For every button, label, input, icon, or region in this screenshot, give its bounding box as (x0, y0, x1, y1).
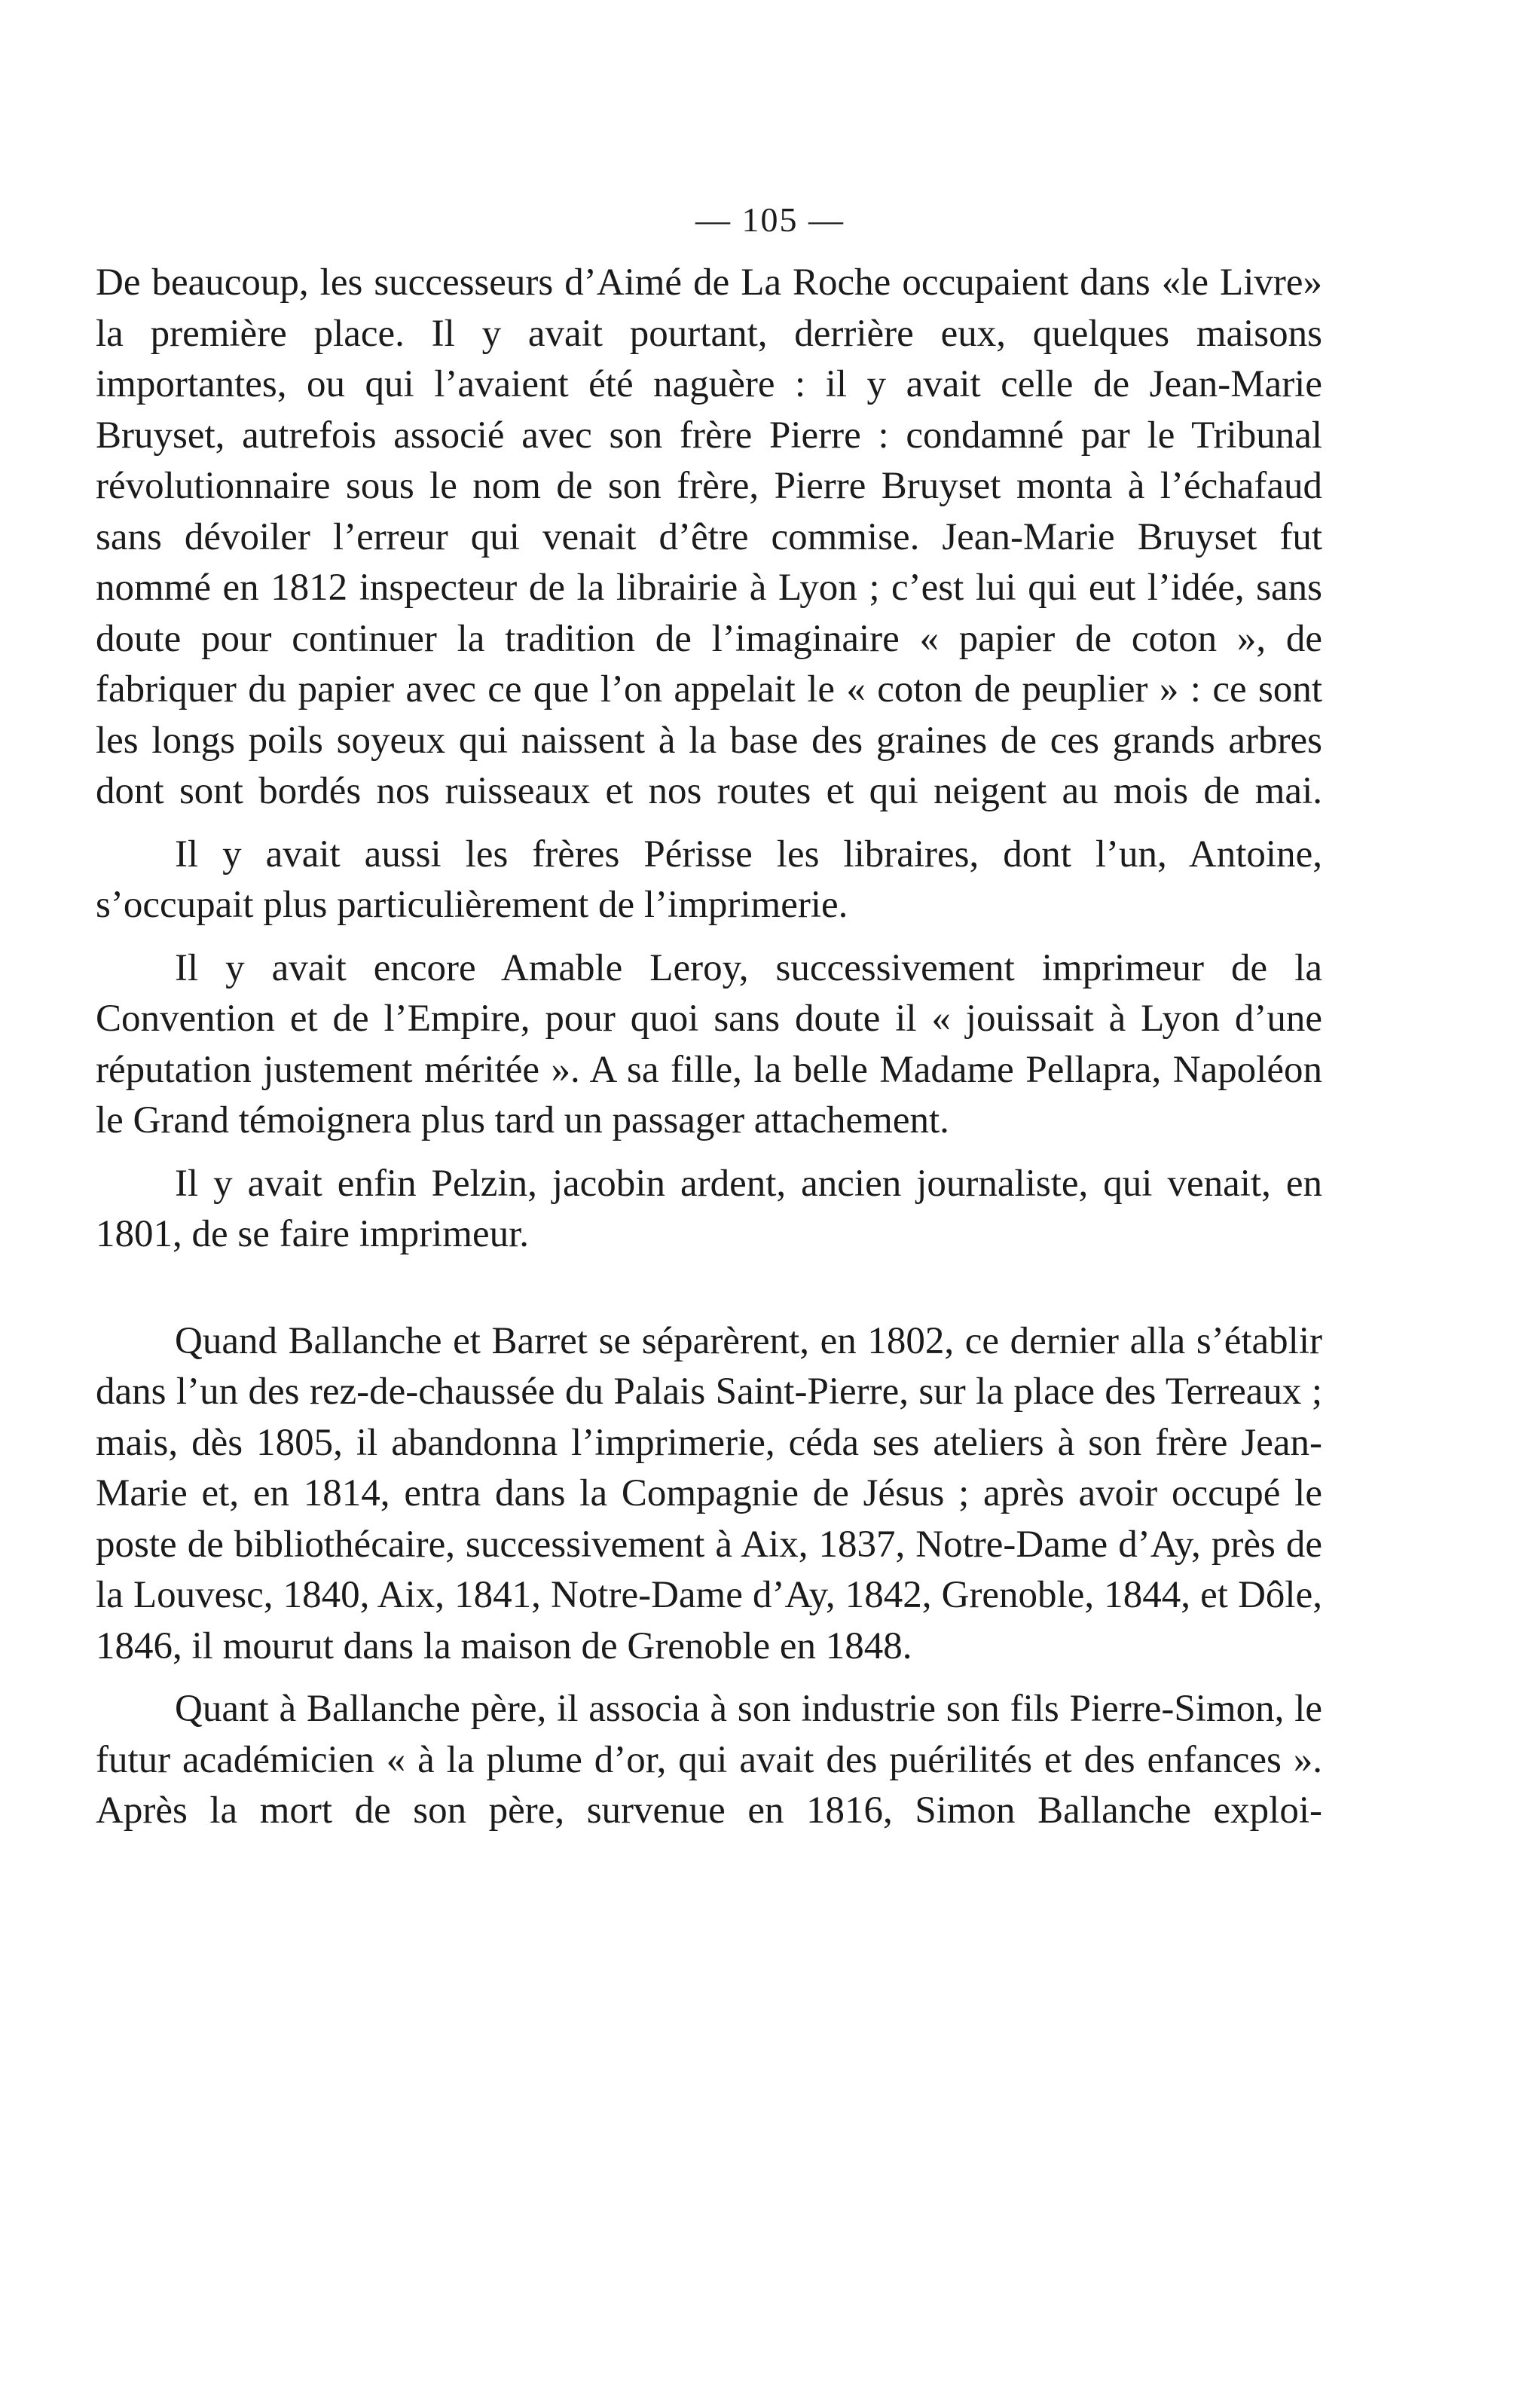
paragraph-ballanche-barret: Quand Ballanche et Barret se séparèrent, en 1802, ce dernier alla s’établir dans l’un des rez-de-chaussée du Palais Saint-Pierre, sur la place des Terreaux ; mais, dès 1805, il abandonna l’imprimerie, céda ses ateliers à son frère Jean-Marie et, en 1814, entra dans la Compagnie de Jésus ; après avoir occupé le poste de bibliothécaire, successivement à Aix, 1837, Notre-Dame d’Ay, près de la Louvesc, 1840, Aix, 1841, Notre-Dame d’Ay, 1842, Grenoble, 1844, et Dôle, 1846, il mourut dans la maison de Grenoble en 1848. (96, 1319, 1322, 1667)
paragraph-successeurs: De beaucoup, les successeurs d’Aimé de La Roche occupaient dans «le Livre» la première place. Il y avait pourtant, derrière eux, quelques maisons importantes, ou qui l’avaient été naguère : il y avait celle de Jean-Marie Bruyset, autrefois associé avec son frère Pierre : condamné par le Tribunal révolutionnaire sous le nom de son frère, Pierre Bruyset monta à l’échafaud sans dévoiler l’erreur qui venait d’être commise. Jean-Marie Bruyset fut nommé en 1812 inspecteur de la librairie à Lyon ; c’est lui qui eut l’idée, sans doute pour continuer la tradition de l’imaginaire « papier de coton », de fabriquer du papier avec ce que l’on appelait le « coton de peuplier » : ce sont les longs poils soyeux qui naissent à la base des graines de ces grands arbres dont sont bordés nos ruisseaux et nos routes et qui neigent au mois de mai. (96, 261, 1322, 812)
body-text (96, 258, 1322, 1837)
paragraph-pelzin: Il y avait enfin Pelzin, jacobin ardent, ancien journaliste, qui venait, en 1801, de se faire imprimeur. (96, 1162, 1322, 1255)
paragraph-perisse: Il y avait aussi les frères Périsse les libraires, dont l’un, Antoine, s’occupait plus particulièrement de l’imprimerie. (96, 833, 1322, 926)
paragraph-ballanche-pere: Quant à Ballanche père, il associa à son industrie son fils Pierre-Simon, le futur académicien « à la plume d’or, qui avait des puérilités et des enfances ». Après la mort de son père, survenue en 1816, Simon Ballanche exploi- (96, 1688, 1322, 1832)
page-number: — 105 — (695, 200, 845, 239)
paragraph-leroy: Il y avait encore Amable Leroy, successivement imprimeur de la Convention et de l’Empire, pour quoi sans doute il « jouissait à Lyon d’une réputation justement méritée ». A sa fille, la belle Madame Pellapra, Napoléon le Grand témoignera plus tard un passager attachement. (96, 946, 1322, 1141)
